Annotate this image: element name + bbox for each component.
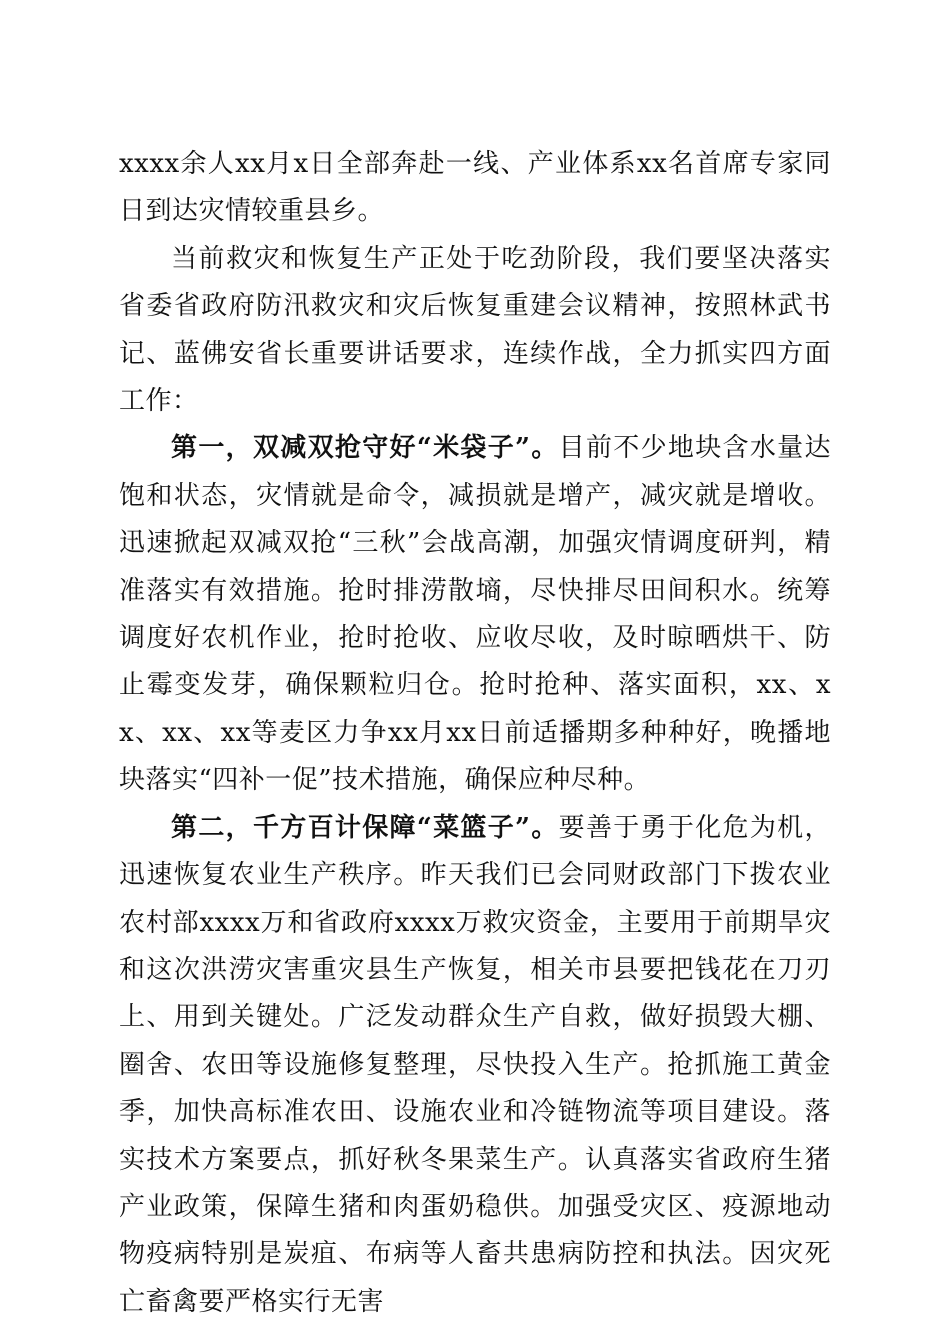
paragraph-heading: 第一，双减双抢守好“米袋子”。 (171, 433, 559, 464)
paragraph-heading: 第二，千方百计保障“菜篮子”。 (171, 812, 559, 843)
paragraph-first-task (119, 425, 831, 804)
paragraph-second-task (119, 805, 831, 1326)
paragraph-text: xxxx余人xx月x日全部奔赴一线、产业体系xx名首席专家同日到达灾情较重县乡。 (119, 149, 831, 227)
document-body (119, 141, 831, 1326)
paragraph-text: 当前救灾和恢复生产正处于吃劲阶段，我们要坚决落实省委省政府防汛救灾和灾后恢复重建会议精神，按照林武书记、蓝佛安省长重要讲话要求，连续作战，全力抓实四方面工作： (119, 243, 831, 417)
paragraph-text: 目前不少地块含水量达饱和状态，灾情就是命令，减损就是增产，减灾就是增收。迅速掀起双减双抢“三秋”会战高潮，加强灾情调度研判，精准落实有效措施。抢时排涝散墒，尽快排尽田间积水。统筹调度好农机作业，抢时抢收、应收尽收，及时晾晒烘干、防止霉变发芽，确保颗粒归仓。抢时抢种、落实面积，xx、xx、xx、xx等麦区力争xx月xx日前适播期多种种好，晚播地块落实“四补一促”技术措施，确保应种尽种。 (119, 433, 831, 796)
paragraph-continuation (119, 141, 831, 236)
paragraph-text: 要善于勇于化危为机，迅速恢复农业生产秩序。昨天我们已会同财政部门下拨农业农村部xxxx万和省政府xxxx万救灾资金，主要用于前期旱灾和这次洪涝灾害重灾县生产恢复，相关市县要把钱花在刀刃上、用到关键处。广泛发动群众生产自救，做好损毁大棚、圈舍、农田等设施修复整理，尽快投入生产。抢抓施工黄金季，加快高标准农田、设施农业和冷链物流等项目建设。落实技术方案要点，抓好秋冬果菜生产。认真落实省政府生猪产业政策，保障生猪和肉蛋奶稳供。加强受灾区、疫源地动物疫病特别是炭疽、布病等人畜共患病防控和执法。因灾死亡畜禽要严格实行无害 (119, 812, 831, 1317)
paragraph-intro (119, 236, 831, 426)
